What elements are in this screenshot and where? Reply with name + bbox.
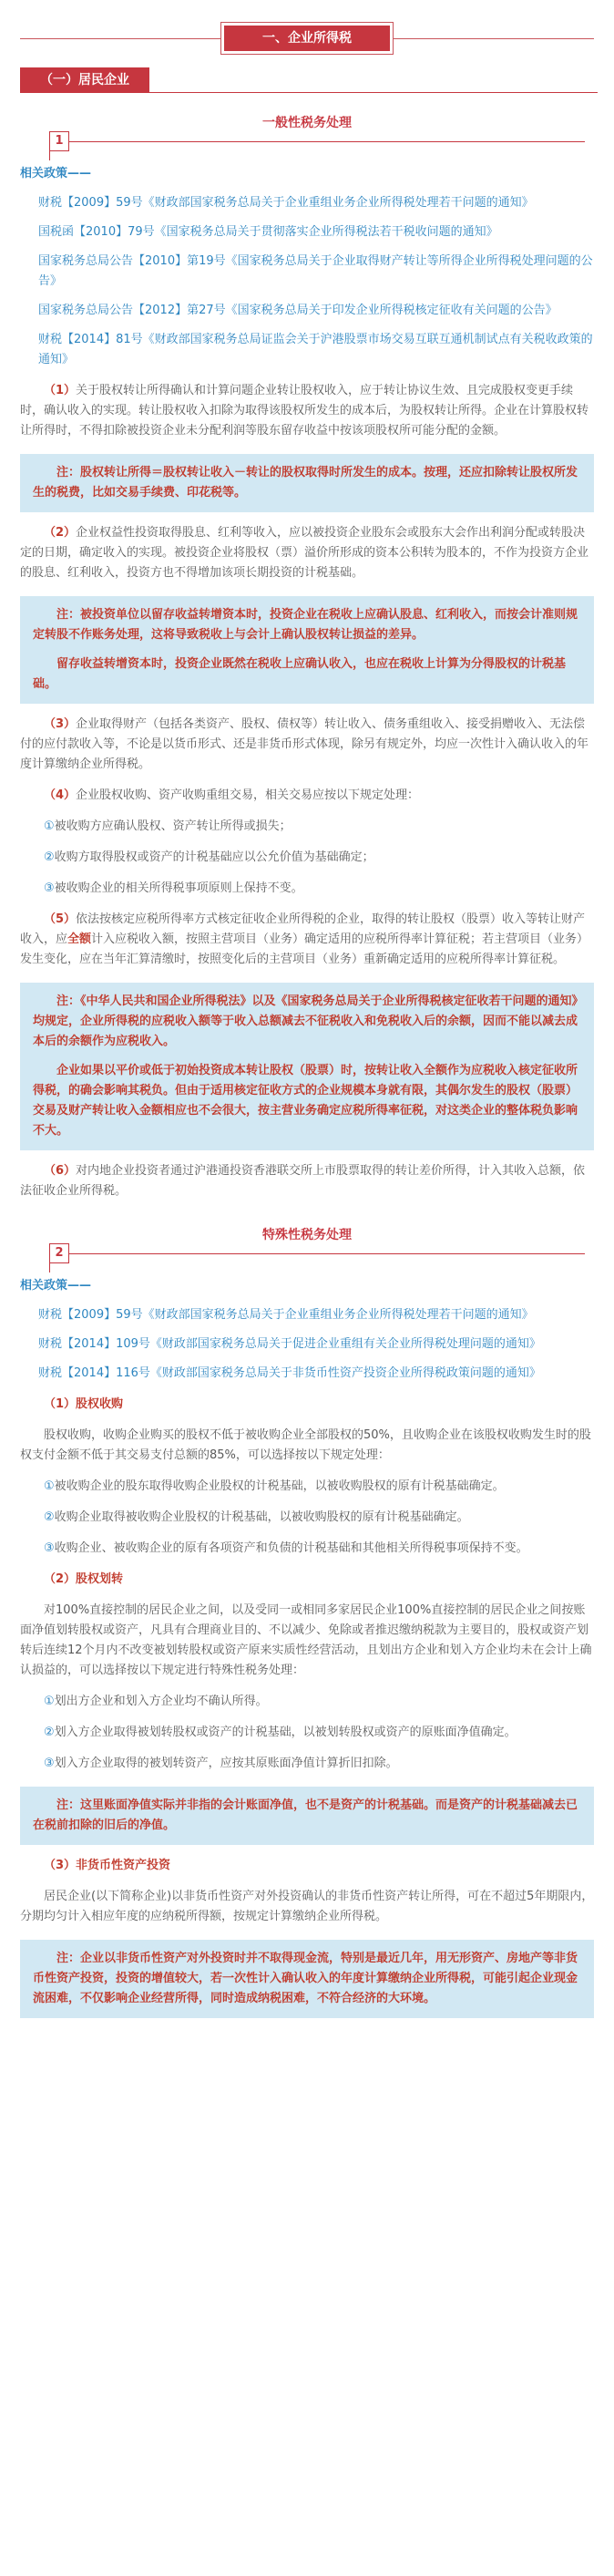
list-item <box>20 1539 594 1559</box>
list-item-text: 被收购方应确认股权、资产转让所得或损失； <box>54 819 292 833</box>
section-tag <box>13 62 601 98</box>
paragraph-6 <box>20 1161 594 1201</box>
list-item-text: 划入方企业取得的被划转资产，应按其原账面净值计算折旧扣除。 <box>54 1757 398 1770</box>
circle-number-icon: ① <box>44 1695 55 1708</box>
list-item <box>20 1477 594 1497</box>
note-text: 注：被投资单位以留存收益转增资本时，投资企业在税收上应确认股息、红利收入，而按会计准则规定转股不作账务处理，这将导致税收上与会计上确认股权转让损益的差异。 <box>33 608 578 642</box>
note-text: 留存收益转增资本时，投资企业既然在税收上应确认收入，也应在税收上计算为分得股权的计税基础。 <box>33 657 567 691</box>
subheading-non-monetary <box>20 1856 594 1876</box>
main-title: 一、企业所得税 <box>224 26 390 51</box>
circle-number-icon: ③ <box>44 1757 55 1770</box>
paragraph-2 <box>20 523 594 583</box>
section-tag-label: （一）居民企业 <box>20 67 149 93</box>
special-header <box>13 1223 601 1265</box>
general-title: 一般性税务处理 <box>262 116 352 130</box>
policy-item[interactable]: 财税【2014】109号《财政部国家税务总局关于促进企业重组有关企业所得税处理问题的通知》 <box>38 1337 541 1351</box>
general-number: 1 <box>49 131 69 151</box>
list-item <box>20 879 594 899</box>
paragraph: 居民企业(以下简称企业)以非货币性资产对外投资确认的非货币性资产转让所得，可在不超过5年期限内，分期均匀计入相应年度的应纳税所得额，按规定计算缴纳企业所得税。 <box>20 1890 594 1923</box>
special-section <box>13 1223 601 2018</box>
paragraph-text: 企业权益性投资取得股息、红利等收入，应以被投资企业股东会或股东大会作出利润分配或转股决定的日期，确定收入的实现。被投资企业将股权（票）溢价所形成的资本公积转为股本的，不作为投资方企业的股息、红利收入，投资方也不得增加该项长期投资的计税基础。 <box>20 526 589 580</box>
policy-item[interactable]: 财税【2009】59号《财政部国家税务总局关于企业重组业务企业所得税处理若干问题的通知》 <box>38 1308 534 1322</box>
list-item-text: 收购企业、被收购企业的原有各项资产和负债的计税基础和其他相关所得税事项保持不变。 <box>54 1541 528 1555</box>
note-box <box>20 454 594 512</box>
special-header-line <box>69 1253 585 1254</box>
list-item-text: 划入方企业取得被划转股权或资产的计税基础，以被划转股权或资产的原账面净值确定。 <box>54 1726 517 1739</box>
note-text: 注：《中华人民共和国企业所得税法》以及《国家税务总局关于企业所得税核定征收若干问题的通知》均规定，企业所得税的应税收入额等于收入总额减去不征税收入和免税收入后的余额，因而不能以减去成本后的余额作为应税收入。 <box>33 994 578 1048</box>
list-item-text: 收购企业取得被收购企业股权的计税基础，以被收购股权的原有计税基础确定。 <box>54 1510 469 1524</box>
circle-number-icon: ③ <box>44 1541 55 1555</box>
note-box <box>20 596 594 704</box>
circle-number-icon: ② <box>44 1510 55 1524</box>
paragraph-number: （3） <box>44 717 77 731</box>
paragraph-5 <box>20 910 594 970</box>
circle-number-icon: ② <box>44 1726 55 1739</box>
subheading-text: （1）股权收购 <box>44 1397 124 1411</box>
list-item <box>20 1754 594 1774</box>
general-tick <box>49 151 50 160</box>
note-text: 企业如果以平价或低于初始投资成本转让股权（股票）时，按转让收入全额作为应税收入核定征收所得税，的确会影响其税负。但由于适用核定征收方式的企业规模本身就有限，其偶尔发生的股权（股票）交易及财产转让收入金额相应也不会很大，按主营业务确定应税所得率征税，对这类企业的整体税负影响不大。 <box>33 1064 578 1138</box>
emphasis-text: 全额 <box>67 933 92 946</box>
circle-number-icon: ② <box>44 850 55 864</box>
policy-item[interactable]: 国税函【2010】79号《国家税务总局关于贯彻落实企业所得税法若干税收问题的通知》 <box>38 225 498 239</box>
paragraph-text: 对内地企业投资者通过沪港通投资香港联交所上市股票取得的转让差价所得，计入其收入总额，依法征收企业所得税。 <box>20 1164 586 1198</box>
paragraph: 对100%直接控制的居民企业之间，以及受同一或相同多家居民企业100%直接控制的居民企业之间按账面净值划转股权或资产，凡具有合理商业目的、不以减少、免除或者推迟缴纳税款为主要目的，股权或资产划转后连续12个月内不改变被划转股权或资产原来实质性经营活动，且划出方企业和划入方企业均未在会计上确认损益的，可以选择按以下规定进行特殊性税务处理： <box>20 1603 592 1677</box>
main-header <box>13 15 601 58</box>
subheading-text: （2）股权划转 <box>44 1572 124 1586</box>
special-tick <box>49 1263 50 1273</box>
circle-number-icon: ① <box>44 819 55 833</box>
note-box <box>20 1940 594 2018</box>
special-number: 2 <box>49 1243 69 1263</box>
paragraph-number: （6） <box>44 1164 77 1178</box>
note-box <box>20 1787 594 1845</box>
policy-item[interactable]: 财税【2014】81号《财政部国家税务总局证监会关于沪港股票市场交易互联互通机制试点有关税收政策的通知》 <box>38 333 593 366</box>
special-title: 特殊性税务处理 <box>262 1228 352 1242</box>
note-text: 注：企业以非货币性资产对外投资时并不取得现金流，特别是最近几年，用无形资产、房地产等非货币性资产投资，投资的增值较大，若一次性计入确认收入的年度计算缴纳企业所得税，可能引起企业现金流困难，不仅影响企业经营所得，同时造成纳税困难，不符合经济的大环境。 <box>33 1952 578 2005</box>
general-header-line <box>69 141 585 142</box>
paragraph-4 <box>20 786 594 806</box>
policy-item[interactable]: 财税【2014】116号《财政部国家税务总局关于非货币性资产投资企业所得税政策问题的通知》 <box>38 1366 541 1380</box>
paragraph: 股权收购，收购企业购买的股权不低于被收购企业全部股权的50%，且收购企业在该股权收购发生时的股权支付金额不低于其交易支付总额的85%，可以选择按以下规定处理： <box>20 1428 591 1462</box>
section-tag-line <box>149 92 598 93</box>
policy-heading: 相关政策—— <box>20 1279 92 1293</box>
paragraph-text: 企业股权收购、资产收购重组交易，相关交易应按以下规定处理： <box>76 788 420 802</box>
paragraph-3 <box>20 715 594 775</box>
general-header <box>13 111 601 153</box>
list-item <box>20 1508 594 1528</box>
paragraph-text: 依法按核定应税所得率方式核定征收企业所得税的企业，取得的转让股权（股票）收入等转让财产收入，应 <box>20 912 586 946</box>
policy-item[interactable]: 国家税务总局公告【2010】第19号《国家税务总局关于企业取得财产转让等所得企业所得税处理问题的公告》 <box>38 254 593 288</box>
note-text: 注：这里账面净值实际并非指的会计账面净值，也不是资产的计税基础。而是资产的计税基础减去已在税前扣除的旧后的净值。 <box>33 1798 578 1832</box>
subheading-equity-transfer <box>20 1570 594 1590</box>
paragraph-text: 关于股权转让所得确认和计算问题企业转让股权收入，应于转让协议生效、且完成股权变更手续时，确认收入的实现。转让股权收入扣除为取得该股权所发生的成本后，为股权转让所得。企业在计算股权转让所得时，不得扣除被投资企业未分配利润等股东留存收益中按该项股权所可能分配的金额。 <box>20 384 589 438</box>
subheading-text: （3）非货币性资产投资 <box>44 1859 171 1872</box>
list-item <box>20 848 594 868</box>
paragraph-number: （2） <box>44 526 77 540</box>
main-title-box <box>220 22 394 55</box>
note-text: 注：股权转让所得＝股权转让收入－转让的股权取得时所发生的成本。按理，还应扣除转让股权所发生的税费，比如交易手续费、印花税等。 <box>33 466 578 500</box>
list-item-text: 划出方企业和划入方企业均不确认所得。 <box>54 1695 268 1708</box>
list-item-text: 被收购企业的相关所得税事项原则上保持不变。 <box>54 881 303 895</box>
policy-heading: 相关政策—— <box>20 167 92 180</box>
list-item-text: 被收购企业的股东取得收购企业股权的计税基础，以被收购股权的原有计税基础确定。 <box>54 1479 505 1493</box>
paragraph-number: （5） <box>44 912 77 926</box>
paragraph-number: （4） <box>44 788 77 802</box>
list-item <box>20 1723 594 1743</box>
policy-item[interactable]: 财税【2009】59号《财政部国家税务总局关于企业重组业务企业所得税处理若干问题的通知》 <box>38 196 534 210</box>
policy-item[interactable]: 国家税务总局公告【2012】第27号《国家税务总局关于印发企业所得税核定征收有关问题的公告》 <box>38 304 558 317</box>
circle-number-icon: ① <box>44 1479 55 1493</box>
paragraph-1 <box>20 381 594 441</box>
subheading-equity-acquisition <box>20 1395 594 1415</box>
circle-number-icon: ③ <box>44 881 55 895</box>
list-item <box>20 1692 594 1712</box>
paragraph-number: （1） <box>44 384 77 397</box>
list-item <box>20 817 594 837</box>
paragraph-text: 计入应税收入额，按照主营项目（业务）确定适用的应税所得率计算征税；若主营项目（业务）发生变化，应在当年汇算清缴时，按照变化后的主营项目（业务）重新确定适用的应税所得率计算征税。 <box>20 933 589 966</box>
note-box <box>20 983 594 1150</box>
paragraph-text: 企业取得财产（包括各类资产、股权、债权等）转让收入、债务重组收入、接受捐赠收入、无法偿付的应付款收入等，不论是以货币形式、还是非货币形式体现，除另有规定外，均应一次性计入确认收入的年度计算缴纳企业所得税。 <box>20 717 589 771</box>
general-section <box>13 111 601 1201</box>
list-item-text: 收购方取得股权或资产的计税基础应以公允价值为基础确定； <box>54 850 374 864</box>
